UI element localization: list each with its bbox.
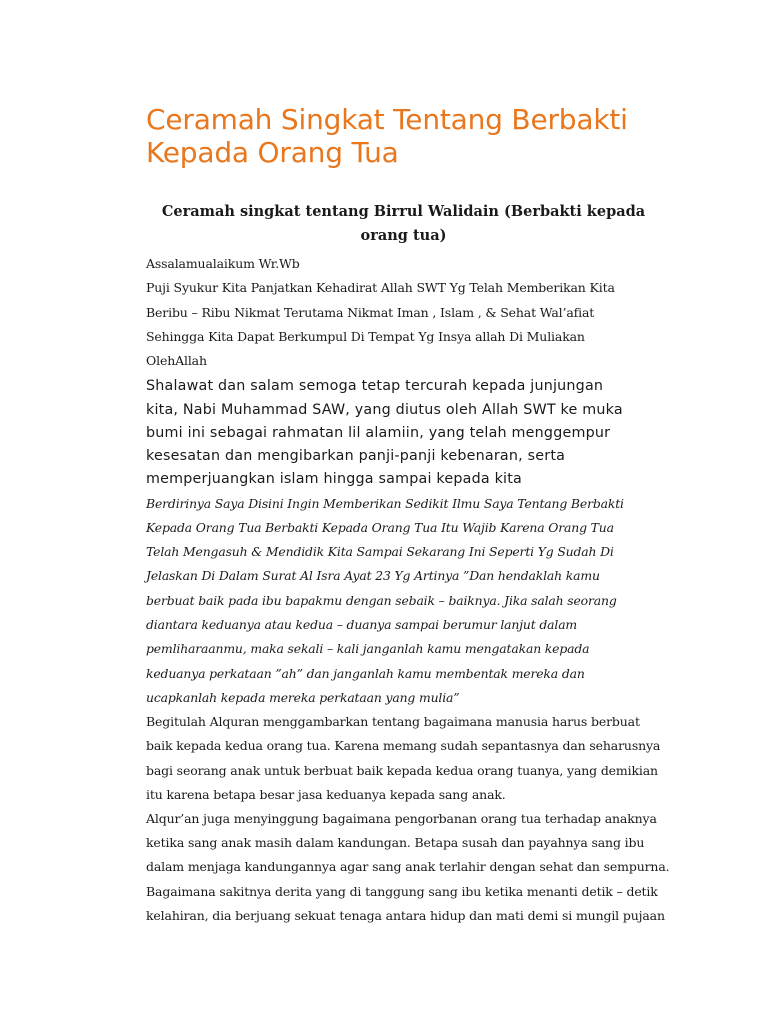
text-line: berbuat baik pada ibu bapakmu dengan sebaik – baiknya. Jika salah seorang bbox=[146, 592, 617, 608]
text-line: Bagaimana sakitnya derita yang di tanggung sang ibu ketika menanti detik – detik bbox=[146, 883, 658, 899]
text-line: kita, Nabi Muhammad SAW, yang diutus oleh Allah SWT ke muka bbox=[146, 401, 623, 418]
text-line: Berdirinya Saya Disini Ingin Memberikan Sedikit Ilmu Saya Tentang Berbakti bbox=[146, 495, 624, 511]
opening-paragraph bbox=[146, 276, 661, 373]
text-line: Jelaskan Di Dalam Surat Al Isra Ayat 23 Yg Artinya ”Dan hendaklah kamu bbox=[146, 568, 600, 584]
page-title bbox=[146, 103, 661, 169]
text-line: Sehingga Kita Dapat Berkumpul Di Tempat Yg Insya allah Di Muliakan bbox=[146, 328, 585, 344]
title-line: Ceramah Singkat Tentang Berbakti bbox=[146, 103, 628, 136]
text-line: itu karena betapa besar jasa keduanya kepada sang anak. bbox=[146, 786, 506, 802]
text-line: Shalawat dan salam semoga tetap tercurah kepada junjungan bbox=[146, 378, 604, 395]
text-line: dalam menjaga kandungannya agar sang anak terlahir dengan sehat dan sempurna. bbox=[146, 859, 670, 875]
text-line: kelahiran, dia berjuang sekuat tenaga antara hidup dan mati demi si mungil pujaan bbox=[146, 907, 665, 923]
text-line: bagi seorang anak untuk berbuat baik kepada kedua orang tuanya, yang demikian bbox=[146, 762, 658, 778]
text-line: ketika sang anak masih dalam kandungan. Betapa susah dan payahnya sang ibu bbox=[146, 835, 645, 851]
text-line: keduanya perkataan ”ah” dan janganlah kamu membentak mereka dan bbox=[146, 665, 585, 681]
text-line: Alqur’an juga menyinggung bagaimana pengorbanan orang tua terhadap anaknya bbox=[146, 810, 657, 826]
text-line: Kepada Orang Tua Berbakti Kepada Orang Tua Itu Wajib Karena Orang Tua bbox=[146, 519, 614, 535]
text-line: diantara keduanya atau kedua – duanya sampai berumur lanjut dalam bbox=[146, 616, 578, 632]
alquran-paragraph bbox=[146, 710, 661, 807]
document-subtitle: Ceramah singkat tentang Birrul Walidain (Berbakti kepada orang tua) bbox=[161, 203, 646, 244]
text-line: Begitulah Alquran menggambarkan tentang bagaimana manusia harus berbuat bbox=[146, 714, 640, 730]
text-line: Telah Mengasuh & Mendidik Kita Sampai Sekarang Ini Seperti Yg Sudah Di bbox=[146, 544, 614, 560]
title-line: Kepada Orang Tua bbox=[146, 136, 399, 169]
document-body bbox=[146, 103, 670, 928]
greeting-paragraph bbox=[146, 252, 661, 276]
text-line: Beribu – Ribu Nikmat Terutama Nikmat Iman , Islam , & Sehat Wal’afiat bbox=[146, 304, 595, 320]
text-line: bumi ini sebagai rahmatan lil alamiin, yang telah menggempur bbox=[146, 424, 611, 441]
text-line: pemliharaanmu, maka sekali – kali janganlah kamu mengatakan kepada bbox=[146, 641, 590, 657]
sacrifice-paragraph bbox=[146, 807, 670, 928]
shalawat-paragraph bbox=[146, 375, 661, 491]
intro-paragraph bbox=[146, 492, 661, 711]
text-line: ucapkanlah kepada mereka perkataan yang mulia” bbox=[146, 689, 460, 705]
text-line: memperjuangkan islam hingga sampai kepada kita bbox=[146, 471, 522, 488]
text-line: kesesatan dan mengibarkan panji-panji kebenaran, serta bbox=[146, 448, 566, 465]
text-line: Assalamualaikum Wr.Wb bbox=[146, 256, 300, 271]
text-line: baik kepada kedua orang tua. Karena memang sudah sepantasnya dan seharusnya bbox=[146, 738, 661, 754]
text-line: Puji Syukur Kita Panjatkan Kehadirat Allah SWT Yg Telah Memberikan Kita bbox=[146, 280, 615, 296]
text-line: OlehAllah bbox=[146, 353, 207, 369]
